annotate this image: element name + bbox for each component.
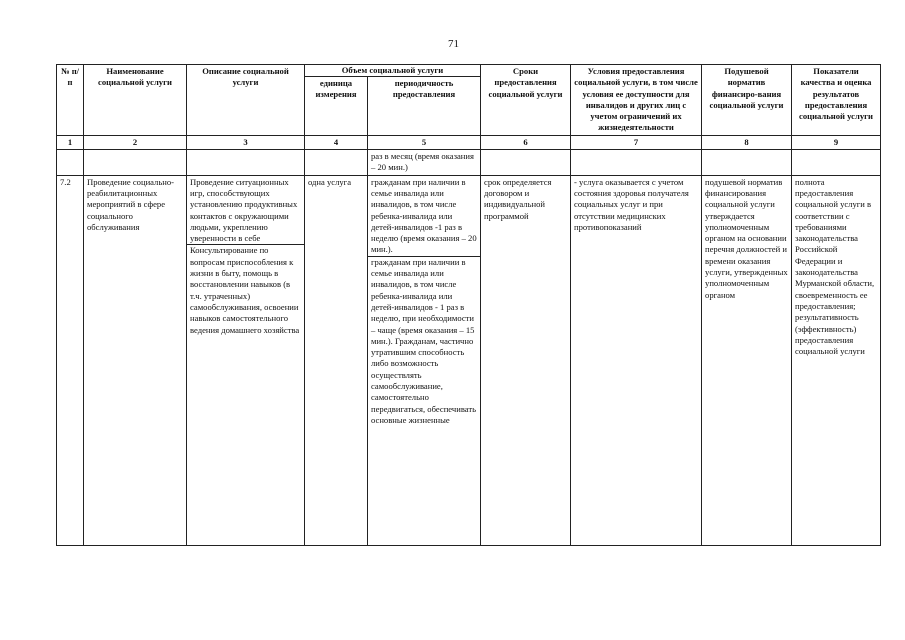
- row-description-1: Проведение ситуационных игр, способствующих установлению продуктивных контактов с окружающими людьми, укреплению уверенности в себе: [190, 176, 298, 244]
- header-volume-group: Объем социальной услуги: [305, 65, 481, 77]
- header-terms: Сроки предоставления социальной услуги: [481, 65, 571, 136]
- column-number: 5: [368, 135, 481, 149]
- column-number: 2: [84, 135, 187, 149]
- row-indicators: полнота предоставления социальной услуги в соответствии с требованиями законодательства Российской Федерации и законодательства Мурманской области, своевременность ее предоставления; результативность (эффективность) предоставления социальной услуги: [792, 175, 881, 545]
- row-unit: одна услуга: [305, 175, 368, 545]
- continuation-row: [57, 150, 881, 176]
- column-number: 8: [702, 135, 792, 149]
- header-row-1: [57, 65, 881, 77]
- row-terms: срок определяется договором и индивидуальной программой: [481, 175, 571, 545]
- row-frequency-1: гражданам при наличии в семье инвалида или инвалидов, в том числе ребенка-инвалида или детей-инвалидов -1 раз в неделю (время оказания – 20 мин.).: [371, 176, 477, 255]
- column-number: 1: [57, 135, 84, 149]
- header-indicators: Показатели качества и оценка результатов предоставления социальной услуги: [792, 65, 881, 136]
- header-frequency: периодичность предоставления: [368, 77, 481, 136]
- column-number-row: [57, 135, 881, 149]
- header-num: № п/п: [57, 65, 84, 136]
- row-name: Проведение социально-реабилитационных мероприятий в сфере социального обслуживания: [84, 175, 187, 545]
- header-unit: единица измерения: [305, 77, 368, 136]
- row-num: 7.2: [57, 175, 84, 545]
- column-number: 3: [187, 135, 305, 149]
- row-conditions: - услуга оказывается с учетом состояния здоровья получателя социальных услуг и при отсутствии медицинских противопоказаний: [571, 175, 702, 545]
- column-number: 7: [571, 135, 702, 149]
- column-number: 9: [792, 135, 881, 149]
- column-number: 6: [481, 135, 571, 149]
- row-norm: подушевой норматив финансирования социальной услуги утверждается уполномоченным органом на основании перечня должностей и времени оказания услуги, утвержденных уполномоченным органом: [702, 175, 792, 545]
- service-row: [57, 175, 881, 545]
- header-name: Наименование социальной услуги: [84, 65, 187, 136]
- continuation-frequency: раз в месяц (время оказания – 20 мин.): [368, 150, 481, 176]
- row-description-cell: [187, 175, 305, 545]
- header-description: Описание социальной услуги: [187, 65, 305, 136]
- header-norm: Подушевой норматив финансиро-вания социальной услуги: [702, 65, 792, 136]
- column-number: 4: [305, 135, 368, 149]
- row-frequency-cell: [368, 175, 481, 545]
- header-conditions: Условия предоставления социальной услуги, в том числе условия ее доступности для инвалидов и других лиц с учетом ограничений их жизнедеятельности: [571, 65, 702, 136]
- services-table: [56, 64, 881, 546]
- row-frequency-2: гражданам при наличии в семье инвалида или инвалидов, в том числе ребенка-инвалида или детей-инвалидов - 1 раз в неделю, при необходимости – чаще (время оказания – 15 мин.). Гражданам, частично утратившим способность либо возможность осуществлять самообслуживание, самостоятельно передвигаться, обеспечивать основные жизненные: [368, 256, 480, 426]
- row-description-2: Консультирование по вопросам приспособления к жизни в быту, помощь в восстановлении навыков (в т.ч. утраченных) самообслуживания, освоении навыков самостоятельного ведения домашнего хозяйства: [187, 244, 304, 335]
- page-number: 71: [448, 38, 459, 50]
